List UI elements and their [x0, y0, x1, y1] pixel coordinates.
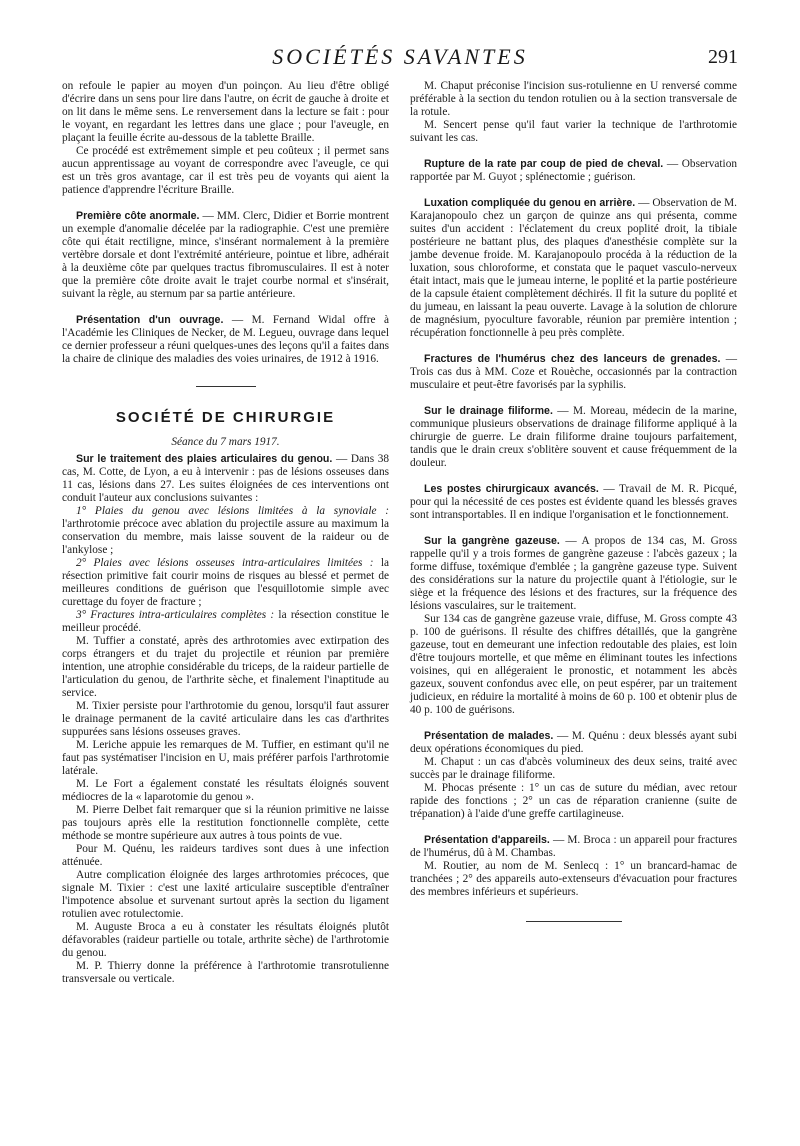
list-item — [62, 557, 389, 609]
section-presentation-ouvrage — [62, 314, 389, 366]
section-heading: Présentation de malades. — [424, 730, 554, 742]
list-body: la résection constitue le meilleur procédé. — [62, 609, 389, 634]
section-heading: Rupture de la rate par coup de pied de cheval. — [424, 158, 664, 170]
paragraph: M. Le Fort a également constaté les résultats éloignés souvent médiocres de la « laparotomie du genou ». — [62, 778, 389, 803]
section-body: — M. Quénu : deux blessés ayant subi deux opérations économiques du pied. — [410, 730, 737, 755]
section-heading: Sur la gangrène gazeuse. — [424, 535, 560, 547]
section-presentation-malades — [410, 730, 737, 756]
section-body: — M. Broca : un appareil pour fractures de l'humérus, dû à M. Chambas. — [410, 834, 737, 859]
section-heading: Fractures de l'humérus chez des lanceurs de grenades. — [424, 353, 721, 365]
section-heading: Les postes chirurgicaux avancés. — [424, 483, 599, 495]
section-rupture-rate — [410, 158, 737, 184]
divider — [526, 921, 622, 922]
section-heading: Présentation d'appareils. — [424, 834, 550, 846]
paragraph: M. Tixier persiste pour l'arthrotomie du genou, lorsqu'il faut assurer le drainage permanent de la cavité articulaire dans les cas d'arthrites suppurées sans lésions osseuses graves. — [62, 700, 389, 738]
section-premiere-cote — [62, 210, 389, 301]
paragraph: on refoule le papier au moyen d'un poinçon. Au lieu d'être obligé d'écrire dans un sens pour lire dans l'autre, on écrit de gauche à droite et on lit dans le même sens. Le renversement dans la lecture se fait : pour le voyant, en regardant les lettres dans une glace ; pour l'aveugle, en plaçant la feuille écrite au-dessous de la tablette Braille. — [62, 80, 389, 144]
list-item — [62, 505, 389, 557]
paragraph: M. Auguste Broca a eu à constater les résultats éloignés plutôt défavorables (raideur partielle ou totale, arthrite sèche) de l'arthrotomie du genou. — [62, 921, 389, 959]
paragraph: Ce procédé est extrêmement simple et peu coûteux ; il permet sans aucun apprentissage au voyant de correspondre avec l'aveugle, ce qui est un très gros avantage, car il est très peu de voyants qui aient la patience d'apprendre l'écriture Braille. — [62, 145, 389, 196]
seance-date: Séance du 7 mars 1917. — [171, 436, 280, 448]
page-header — [62, 44, 738, 74]
paragraph: Autre complication éloignée des larges arthrotomies précoces, que signale M. Tixier : c'est une laxité articulaire susceptible d'entraîner l'impotence absolue et survenant surtout après la section du ligament rotulien avec rotulectomie. — [62, 869, 389, 920]
section-body: — Trois cas dus à MM. Coze et Rouèche, occasionnés par la contraction musculaire et peut-être favorisés par la syphilis. — [410, 353, 737, 391]
paragraph: M. Leriche appuie les remarques de M. Tuffier, en estimant qu'il ne faut pas systématiser l'incision en U, mais préférer parfois l'arthrotomie latérale. — [62, 739, 389, 777]
list-lead: 2° Plaies avec lésions osseuses intra-articulaires limitées : — [76, 557, 374, 569]
section-heading: Présentation d'un ouvrage. — [76, 314, 224, 326]
paragraph: M. Pierre Delbet fait remarquer que si la réunion primitive ne laisse pas toujours après elle la restitution fonctionnelle complète, cette méthode se montre supérieure aux autres à tous points de vue. — [62, 804, 389, 842]
paragraph: M. Chaput : un cas d'abcès volumineux des deux seins, traité avec succès par le drainage filiforme. — [410, 756, 737, 781]
section-body: — Observation rapportée par M. Guyot ; splénectomie ; guérison. — [410, 158, 737, 183]
section-presentation-appareils — [410, 834, 737, 860]
section-plaies-genou — [62, 453, 389, 505]
section-drainage-filiforme — [410, 405, 737, 470]
left-column — [62, 80, 389, 986]
section-heading: Luxation compliquée du genou en arrière. — [424, 197, 636, 209]
running-title: SOCIÉTÉS SAVANTES — [272, 44, 528, 69]
paragraph: M. P. Thierry donne la préférence à l'arthrotomie transrotulienne transversale ou verticale. — [62, 960, 389, 985]
paragraph: Pour M. Quénu, les raideurs tardives sont dues à une infection atténuée. — [62, 843, 389, 868]
list-item — [62, 609, 389, 635]
right-column — [410, 80, 737, 922]
list-lead: 3° Fractures intra-articulaires complètes : — [76, 609, 275, 621]
paragraph: M. Chaput préconise l'incision sus-rotulienne en U renversé comme préférable à la section du tendon rotulien ou à la section transversale de la rotule. — [410, 80, 737, 118]
list-lead: 1° Plaies du genou avec lésions limitées à la synoviale : — [76, 505, 389, 517]
society-title: SOCIÉTÉ DE CHIRURGIE — [115, 409, 336, 426]
section-heading: Sur le drainage filiforme. — [424, 405, 553, 417]
section-fractures-humerus — [410, 353, 737, 392]
section-luxation-genou — [410, 197, 737, 340]
paragraph: Sur 134 cas de gangrène gazeuse vraie, diffuse, M. Gross compte 43 p. 100 de guérisons. Il résulte des chiffres détaillés, que la gangrène gazeuse, tout en demeurant une infection redoutable des plaies, est loin d'être toujours mortelle, et que même en éliminant toutes les infections voisines, qui en allégeraient le pronostic, et notamment les abcès gazeux, souvent confondus avec elle, on peut espérer, par un traitement judicieux, en réduire la mortalité à moins de 60 p. 100 et obtenir plus de 40 p. 100 de guérisons. — [410, 613, 737, 716]
section-heading: Sur le traitement des plaies articulaires du genou. — [76, 453, 333, 465]
section-gangrene-gazeuse — [410, 535, 737, 613]
paragraph: M. Phocas présente : 1° un cas de suture du médian, avec retour rapide des fonctions ; 2° un cas de réparation cranienne (suite de trépanation) à l'aide d'une greffe cartilagineuse. — [410, 782, 737, 820]
section-body: — Dans 38 cas, M. Cotte, de Lyon, a eu à intervenir : pas de lésions osseuses dans 11 cas, lésions dans 27. Les suites éloignées de ces interventions ont conduit l'auteur aux conclusions suivantes : — [62, 453, 389, 504]
list-body: l'arthrotomie précoce avec ablation du projectile assure au maximum la conservation du membre, mais laisse souvent de la raideur ou de l'ankylose ; — [62, 518, 389, 556]
paragraph: M. Sencert pense qu'il faut varier la technique de l'arthrotomie suivant les cas. — [410, 119, 737, 144]
section-heading: Première côte anormale. — [76, 210, 200, 222]
section-body: — Observation de M. Karajanopoulo chez un garçon de quinze ans qui présenta, comme suites d'un accident : l'éclatement du creux poplité droit, la tibiale postérieure ne battant plus, des plaques d'anesthésie complète sur la jambe devenue froide. M. Karajanopoulo procéda à la réduction de la luxation, sous chloroforme, et constata que le paquet vasculo-nerveux était intact, mais que le jumeau interne, le poplité et la partie postérieure de la capsule étaient complètement déchirés. Il fit la suture du poplité et du jumeau, en laissant la peau ouverte. Lavage à la solution de chlorure de magnésium, pyoculture favorable, réunion par première intention ; récupération fonctionnelle à peu près complète. — [410, 197, 738, 339]
list-body: la résection primitive fait courir moins de risques au blessé et permet de meilleures conditions de guérison que l'esquillotomie simple avec curettage du foyer de fracture ; — [62, 557, 389, 608]
section-postes-chirurgicaux — [410, 483, 737, 522]
section-body: — A propos de 134 cas, M. Gross rappelle qu'il y a trois formes de gangrène gazeuse : l'abcès gazeux ; la forme diffuse, toxémique d'emblée ; la gangrène gazeuse type. Suivent des considérations sur la nature du projectile quant à l'étiologie, sur le siège et la fréquence des lésions et des fractures, sur la fréquence des lésions vasculaires, sur le traitement. — [410, 535, 737, 612]
paragraph: M. Tuffier a constaté, après des arthrotomies avec extirpation des corps étrangers et du trajet du projectile et réunion par première intention, une atrophie considérable du triceps, de la raideur partielle de l'articulation du genou, de l'arthrite sèche, et finalement l'inaptitude au service. — [62, 635, 389, 699]
section-body: — MM. Clerc, Didier et Borrie montrent un exemple d'anomalie décelée par la radiographie. C'est une première côte qui était rectiligne, mince, s'insérant normalement à la première vertèbre dorsale et dont l'extrémité antérieure, pointue et libre, adhérait à la deuxième côte par quelques tractus fibromusculaires. Il est à noter que la première côte droite avait le trajet courbe normal et s'insérait, suivant la règle, au sternum par sa partie antérieure. — [62, 210, 389, 300]
page-number: 291 — [708, 46, 738, 68]
divider — [196, 386, 256, 387]
section-body: — Travail de M. R. Picqué, pour qui la nécessité de ces postes est évidente quand les blessés graves sont intransportables. Il en indique l'organisation et le fonctionnement. — [410, 483, 737, 521]
section-body: — M. Moreau, médecin de la marine, communique plusieurs observations de drainage filiforme appliqué à la chirurgie de guerre. Le drain filiforme draine toujours parfaitement, tandis que le drain creux s'oblitère souvent et cause fréquemment de la douleur. — [410, 405, 737, 469]
section-body: — M. Fernand Widal offre à l'Académie les Cliniques de Necker, de M. Legueu, ouvrage dans lequel ce dernier professeur a réuni quelques-unes des leçons qu'il a faites dans la chaire de clinique des maladies des voies urinaires, de 1912 à 1916. — [62, 314, 389, 365]
paragraph: M. Routier, au nom de M. Senlecq : 1° un brancard-hamac de tranchées ; 2° des appareils auto-extenseurs d'évacuation pour fractures des membres inférieurs et supérieurs. — [410, 860, 737, 898]
